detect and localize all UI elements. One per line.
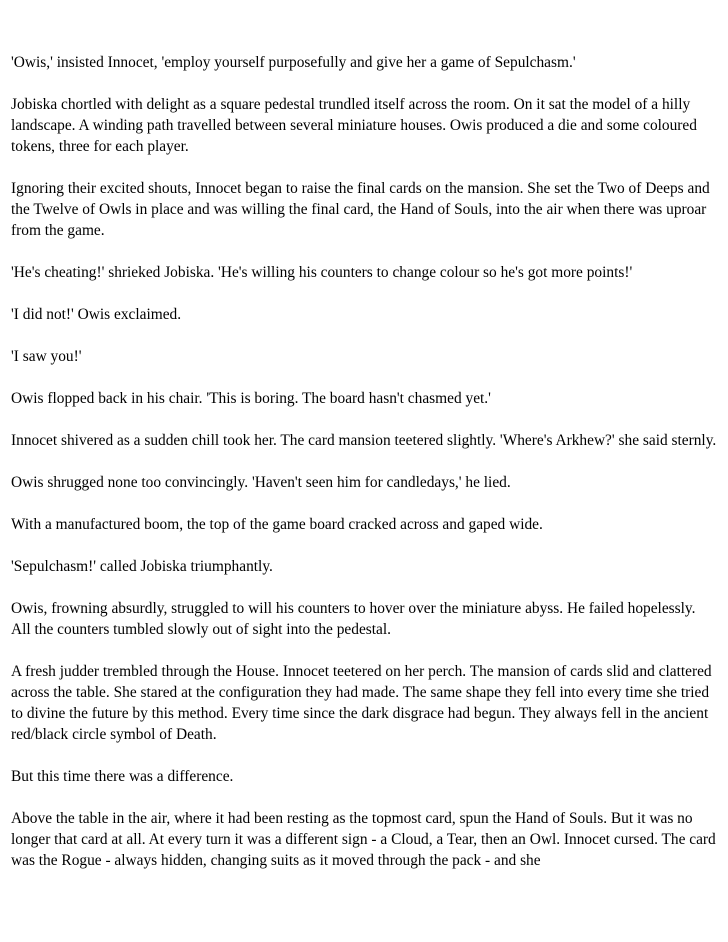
- paragraph: Innocet shivered as a sudden chill took her. The card mansion teetered slightly. 'Where's Arkhew?' she said sternly.: [11, 432, 717, 449]
- paragraph: A fresh judder trembled through the House. Innocet teetered on her perch. The mansion of cards slid and clattered across the table. She stared at the configuration they had made. The same shape they fell into every time she tried to divine the future by this method. Every time since the dark disgrace had begun. They always fell in the ancient red/black circle symbol of Death.: [11, 663, 712, 743]
- document-page: [11, 52, 717, 892]
- paragraph: 'I saw you!': [11, 348, 82, 365]
- paragraph: But this time there was a difference.: [11, 768, 234, 785]
- paragraph: 'I did not!' Owis exclaimed.: [11, 306, 182, 323]
- paragraph: 'He's cheating!' shrieked Jobiska. 'He's willing his counters to change colour so he's got more points!': [11, 264, 633, 281]
- paragraph: Jobiska chortled with delight as a square pedestal trundled itself across the room. On it sat the model of a hilly landscape. A winding path travelled between several miniature houses. Owis produced a die and some coloured tokens, three for each player.: [11, 96, 697, 155]
- paragraph: 'Sepulchasm!' called Jobiska triumphantly.: [11, 558, 273, 575]
- paragraph: Owis flopped back in his chair. 'This is boring. The board hasn't chasmed yet.': [11, 390, 491, 407]
- paragraph: 'Owis,' insisted Innocet, 'employ yourself purposefully and give her a game of Sepulchasm.': [11, 54, 576, 71]
- paragraph: Above the table in the air, where it had been resting as the topmost card, spun the Hand of Souls. But it was no longer that card at all. At every turn it was a different sign - a Cloud, a Tear, then an Owl. Innocet cursed. The card was the Rogue - always hidden, changing suits as it moved through the pack - and she: [11, 810, 716, 869]
- paragraph: Owis, frowning absurdly, struggled to will his counters to hover over the miniature abyss. He failed hopelessly. All the counters tumbled slowly out of sight into the pedestal.: [11, 600, 696, 638]
- paragraph: Ignoring their excited shouts, Innocet began to raise the final cards on the mansion. She set the Two of Deeps and the Twelve of Owls in place and was willing the final card, the Hand of Souls, into the air when there was uproar from the game.: [11, 180, 710, 239]
- paragraph: With a manufactured boom, the top of the game board cracked across and gaped wide.: [11, 516, 543, 533]
- paragraph: Owis shrugged none too convincingly. 'Haven't seen him for candledays,' he lied.: [11, 474, 511, 491]
